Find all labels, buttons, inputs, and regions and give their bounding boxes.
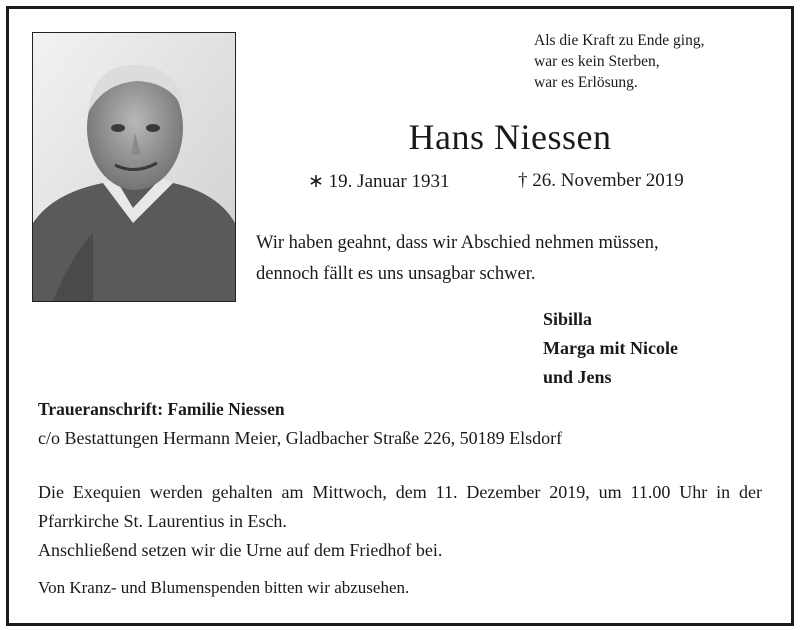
address-line: c/o Bestattungen Hermann Meier, Gladbacher Straße 226, 50189 Elsdorf [38, 428, 563, 448]
signers [543, 305, 678, 392]
urn-info: Anschließend setzen wir die Urne auf dem Friedhof bei. [38, 540, 443, 560]
address-title: Traueranschrift: Familie Niessen [38, 399, 285, 419]
birth-date: ∗ 19. Januar 1931 [308, 171, 450, 192]
condolence-quote [256, 228, 659, 290]
life-dates [308, 170, 684, 193]
signer-name: und Jens [543, 367, 612, 387]
quote-line: dennoch fällt es uns unsagbar schwer. [256, 264, 536, 284]
service-info: Die Exequien werden gehalten am Mittwoch, dem 11. Dezember 2019, um 11.00 Uhr in der Pfarrkirche St. Laurentius in Esch. [38, 482, 762, 531]
deceased-name: Hans Niessen [408, 117, 612, 157]
death-date: † 26. November 2019 [518, 170, 684, 191]
flowers-note: Von Kranz- und Blumenspenden bitten wir abzusehen. [38, 578, 410, 597]
verse-line: war es kein Sterben, [534, 53, 660, 70]
portrait-photo [32, 32, 236, 302]
verse-line: war es Erlösung. [534, 74, 638, 91]
verse [534, 30, 704, 93]
quote-line: Wir haben geahnt, dass wir Abschied nehmen müssen, [256, 233, 659, 253]
verse-line: Als die Kraft zu Ende ging, [534, 32, 705, 49]
signer-name: Marga mit Nicole [543, 338, 678, 358]
signer-name: Sibilla [543, 309, 593, 329]
